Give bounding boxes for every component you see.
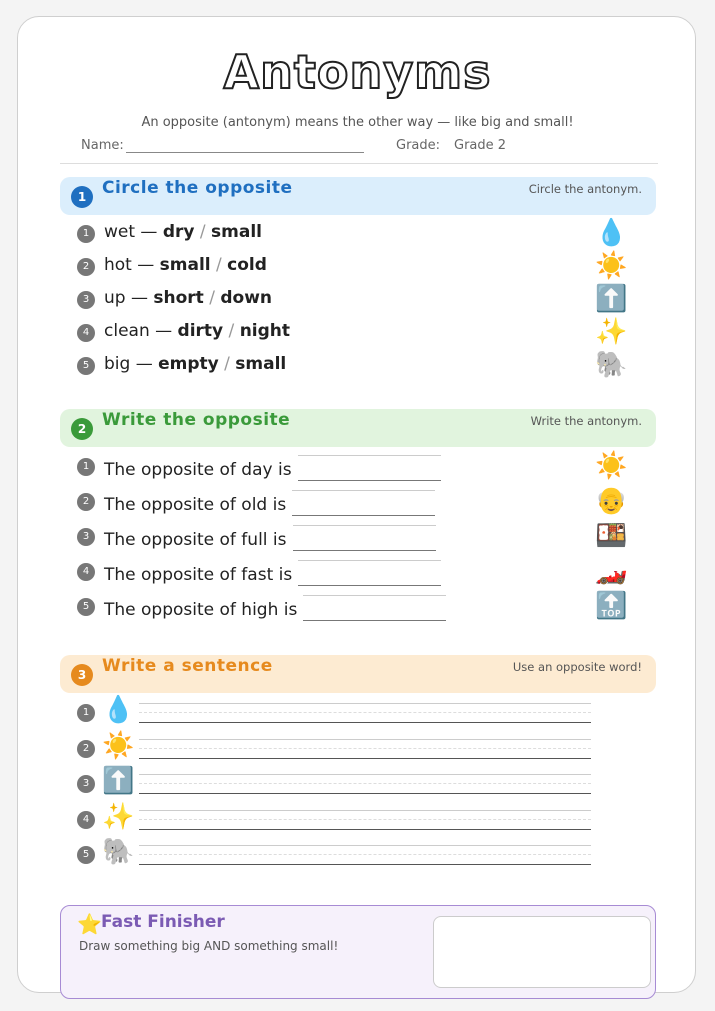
dash-separator: — bbox=[131, 255, 160, 275]
item-picture-icon: 💧 bbox=[102, 695, 135, 725]
item-picture-icon: ✨ bbox=[595, 317, 628, 347]
write-item bbox=[104, 490, 435, 516]
answer-blank[interactable] bbox=[298, 560, 441, 586]
item-number: 3 bbox=[77, 528, 95, 546]
section-3-number: 3 bbox=[71, 664, 93, 686]
slash-separator: / bbox=[194, 222, 212, 242]
sentence-writing-line[interactable] bbox=[139, 739, 591, 759]
option-2[interactable]: night bbox=[239, 321, 291, 341]
item-picture-icon: 🐘 bbox=[595, 350, 628, 380]
sentence-writing-line[interactable] bbox=[139, 774, 591, 794]
answer-blank[interactable] bbox=[292, 490, 435, 516]
slash-separator: / bbox=[210, 255, 228, 275]
circle-item bbox=[104, 321, 290, 341]
option-1[interactable]: empty bbox=[158, 354, 219, 374]
page-title: Antonyms bbox=[223, 45, 492, 99]
item-prompt: The opposite of fast is bbox=[104, 565, 293, 585]
slash-separator: / bbox=[203, 288, 221, 308]
fast-finisher-box bbox=[60, 905, 656, 999]
item-prompt: The opposite of full is bbox=[104, 530, 287, 550]
item-picture-icon: ☀️ bbox=[102, 730, 135, 761]
section-2-number: 2 bbox=[71, 418, 93, 440]
section-3-header bbox=[60, 655, 656, 693]
circle-item bbox=[104, 354, 286, 374]
item-number: 2 bbox=[77, 740, 95, 758]
section-2-header bbox=[60, 409, 656, 447]
option-2[interactable]: small bbox=[235, 354, 287, 374]
item-word: up bbox=[104, 288, 126, 308]
item-number: 1 bbox=[77, 704, 95, 722]
option-1[interactable]: short bbox=[153, 288, 204, 308]
dash-separator: — bbox=[130, 354, 159, 374]
grade-value: Grade 2 bbox=[454, 138, 507, 153]
write-item bbox=[104, 525, 436, 551]
option-2[interactable]: down bbox=[220, 288, 273, 308]
item-picture-icon: 🐘 bbox=[102, 837, 135, 867]
item-number: 4 bbox=[77, 563, 95, 581]
item-number: 4 bbox=[77, 811, 95, 829]
item-number: 1 bbox=[77, 458, 95, 476]
item-picture-icon: 👴 bbox=[595, 486, 628, 516]
item-picture-icon: ⬆️ bbox=[595, 284, 628, 314]
worksheet-page bbox=[17, 16, 696, 993]
item-number: 1 bbox=[77, 225, 95, 243]
grade-row bbox=[396, 138, 506, 153]
sentence-writing-line[interactable] bbox=[139, 810, 591, 830]
item-prompt: The opposite of day is bbox=[104, 460, 292, 480]
item-prompt: The opposite of high is bbox=[104, 600, 298, 620]
item-prompt: The opposite of old is bbox=[104, 495, 287, 515]
item-number: 2 bbox=[77, 258, 95, 276]
section-2-instruction: Write the antonym. bbox=[530, 414, 642, 428]
item-picture-icon: ☀️ bbox=[595, 451, 628, 481]
write-item bbox=[104, 595, 446, 621]
item-word: big bbox=[104, 354, 131, 374]
section-1-title: Circle the opposite bbox=[102, 178, 293, 198]
item-number: 3 bbox=[77, 291, 95, 309]
circle-item bbox=[104, 255, 267, 275]
section-1-number: 1 bbox=[71, 186, 93, 208]
item-picture-icon: ☀️ bbox=[595, 251, 628, 281]
item-word: hot bbox=[104, 255, 132, 275]
answer-blank[interactable] bbox=[298, 455, 441, 481]
section-3-title: Write a sentence bbox=[102, 656, 273, 676]
fast-finisher-text: Draw something big AND something small! bbox=[79, 939, 339, 953]
item-number: 5 bbox=[77, 846, 95, 864]
grade-label: Grade: bbox=[396, 138, 441, 153]
sentence-writing-line[interactable] bbox=[139, 845, 591, 865]
answer-blank[interactable] bbox=[303, 595, 446, 621]
item-number: 2 bbox=[77, 493, 95, 511]
write-item bbox=[104, 455, 441, 481]
section-1-header bbox=[60, 177, 656, 215]
star-icon: ⭐ bbox=[77, 912, 102, 936]
section-3-instruction: Use an opposite word! bbox=[512, 660, 642, 674]
name-row bbox=[81, 138, 364, 153]
section-1-instruction: Circle the antonym. bbox=[528, 182, 642, 196]
section-2-title: Write the opposite bbox=[102, 410, 291, 430]
item-word: clean bbox=[104, 321, 150, 341]
item-word: wet bbox=[104, 222, 136, 242]
dash-separator: — bbox=[135, 222, 163, 242]
option-1[interactable]: dry bbox=[162, 222, 195, 242]
item-picture-icon: 🔝 bbox=[595, 591, 628, 621]
option-2[interactable]: small bbox=[211, 222, 262, 242]
item-number: 5 bbox=[77, 598, 95, 616]
slash-separator: / bbox=[223, 321, 240, 341]
subtitle: An opposite (antonym) means the other way — like big and small! bbox=[141, 115, 574, 130]
name-label: Name: bbox=[81, 138, 124, 153]
item-picture-icon: ⬆️ bbox=[102, 766, 135, 796]
item-picture-icon: 🍱 bbox=[595, 521, 628, 551]
option-1[interactable]: small bbox=[159, 255, 211, 275]
item-picture-icon: 🏎️ bbox=[595, 556, 628, 586]
name-field[interactable] bbox=[126, 138, 364, 153]
sentence-writing-line[interactable] bbox=[139, 703, 591, 723]
dash-separator: — bbox=[125, 288, 154, 308]
answer-blank[interactable] bbox=[293, 525, 436, 551]
drawing-box[interactable] bbox=[433, 916, 651, 988]
item-picture-icon: 💧 bbox=[595, 218, 628, 248]
option-1[interactable]: dirty bbox=[177, 321, 224, 341]
slash-separator: / bbox=[218, 354, 236, 374]
option-2[interactable]: cold bbox=[227, 255, 267, 275]
circle-item bbox=[104, 288, 272, 308]
write-item bbox=[104, 560, 441, 586]
item-number: 3 bbox=[77, 775, 95, 793]
fast-finisher-title: Fast Finisher bbox=[101, 912, 225, 932]
item-picture-icon: ✨ bbox=[102, 801, 135, 832]
item-number: 5 bbox=[77, 357, 95, 375]
circle-item bbox=[104, 222, 262, 242]
item-number: 4 bbox=[77, 324, 95, 342]
dash-separator: — bbox=[149, 321, 178, 341]
header-divider bbox=[60, 163, 658, 164]
